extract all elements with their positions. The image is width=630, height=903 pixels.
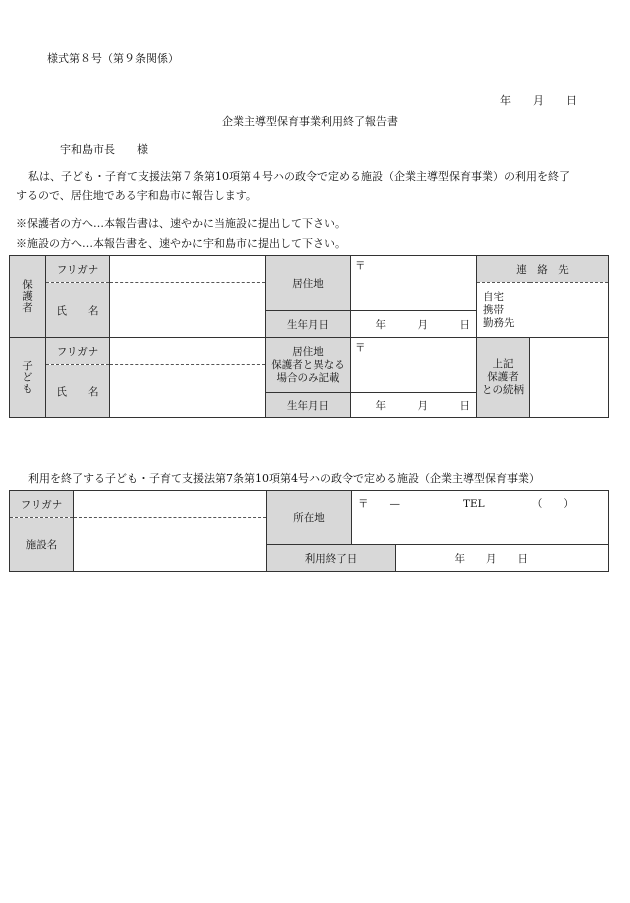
location-label: 所在地 — [267, 491, 352, 545]
child-residence-label: 居住地 保護者と異なる 場合のみ記載 — [266, 338, 351, 393]
child-birth-field[interactable]: 年 月 日 — [351, 393, 477, 418]
note-facility: ※施設の方へ…本報告書を、速やかに宇和島市に提出して下さい。 — [16, 237, 346, 250]
child-label: 子ども — [10, 338, 46, 418]
guardian-label: 保護者 — [10, 256, 46, 338]
guardian-furigana-field[interactable] — [110, 256, 266, 283]
guardian-birth-field[interactable]: 年 月 日 — [351, 311, 477, 338]
child-name-label: 氏 名 — [46, 365, 110, 418]
guardian-name-field[interactable] — [110, 283, 266, 338]
facility-table — [9, 490, 609, 572]
section-2-heading: 利用を終了する子ども・子育て支援法第7条第10項第4号ハの政令で定める施設（企業主導型保育事業） — [28, 472, 540, 485]
guardian-furigana-label: フリガナ — [46, 256, 110, 283]
location-field[interactable]: 〒 — TEL （ ） — [352, 491, 609, 545]
facility-name-label: 施設名 — [10, 518, 74, 572]
guardian-name-label: 氏 名 — [46, 283, 110, 338]
child-birth-label: 生年月日 — [266, 393, 351, 418]
contact-label: 連 絡 先 — [477, 256, 609, 283]
child-residence-field[interactable]: 〒 — [351, 338, 477, 393]
body-line-2: するので、居住地である宇和島市に報告します。 — [16, 189, 257, 202]
addressee: 宇和島市長 様 — [60, 143, 148, 156]
guardian-child-table — [9, 255, 609, 418]
note-guardian: ※保護者の方へ…本報告書は、速やかに当施設に提出して下さい。 — [16, 217, 346, 230]
relation-label: 上記 保護者 との続柄 — [477, 338, 530, 418]
contact-field[interactable]: 自宅 携帯 勤務先 — [477, 283, 609, 338]
body-line-1: 私は、子ども・子育て支援法第７条第10項第４号ハの政令で定める施設（企業主導型保育事業）の利用を終了 — [28, 170, 570, 183]
guardian-birth-label: 生年月日 — [266, 311, 351, 338]
facility-furigana-label: フリガナ — [10, 491, 74, 518]
facility-name-field[interactable] — [74, 518, 267, 572]
form-number: 様式第８号（第９条関係） — [47, 52, 179, 65]
child-furigana-field[interactable] — [110, 338, 266, 365]
relation-field[interactable] — [530, 338, 609, 418]
end-date-label: 利用終了日 — [267, 545, 396, 572]
date-line: 年 月 日 — [500, 94, 577, 107]
end-date-field[interactable]: 年 月 日 — [396, 545, 609, 572]
guardian-residence-label: 居住地 — [266, 256, 351, 311]
child-name-field[interactable] — [110, 365, 266, 418]
facility-furigana-field[interactable] — [74, 491, 267, 518]
guardian-residence-field[interactable]: 〒 — [351, 256, 477, 311]
document-title: 企業主導型保育事業利用終了報告書 — [222, 115, 398, 128]
child-furigana-label: フリガナ — [46, 338, 110, 365]
